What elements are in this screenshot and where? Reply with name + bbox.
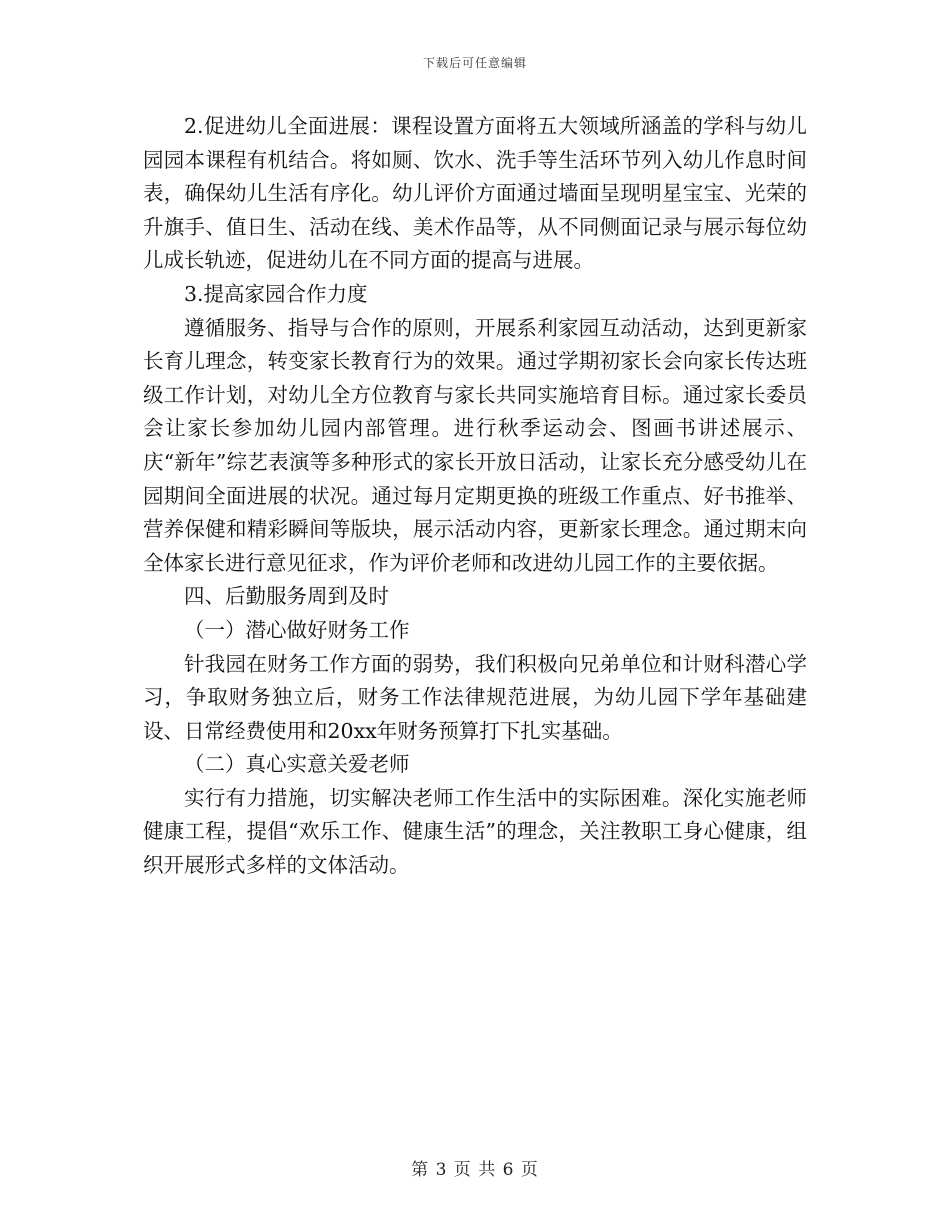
subheading-finance: （一）潜心做好财务工作	[184, 617, 410, 642]
header-note: 下载后可任意编辑	[422, 56, 527, 70]
section-heading-home-cooperation: 3.提高家园合作力度	[184, 281, 368, 306]
section-heading-logistics: 四、后勤服务周到及时	[184, 584, 389, 609]
subheading-teacher-care: （二）真心实意关爱老师	[184, 752, 410, 777]
paragraph-finance: 针我园在财务工作方面的弱势，我们积极向兄弟单位和计财科潜心学习，争取财务独立后，财务工作法律规范进展，为幼儿园下学年基础建设、日常经费使用和20xx年财务预算打下扎实基础。	[143, 651, 807, 743]
document-body	[143, 110, 807, 883]
paragraph-home-cooperation: 遵循服务、指导与合作的原则，开展系利家园互动活动，达到更新家长育儿理念，转变家长教育行为的效果。通过学期初家长会向家长传达班级工作计划，对幼儿全方位教育与家长共同实施培育目标。通过家长委员会让家长参加幼儿园内部管理。进行秋季运动会、图画书讲述展示、庆“新年”综艺表演等多种形式的家长开放日活动，让家长充分感受幼儿在园期间全面进展的状况。通过每月定期更换的班级工作重点、好书推举、营养保健和精彩瞬间等版块，展示活动内容，更新家长理念。通过期末向全体家长进行意见征求，作为评价老师和改进幼儿园工作的主要依据。	[143, 315, 807, 575]
page-number-footer: 第 3 页 共 6 页	[411, 1160, 539, 1180]
paragraph-child-development: 2.促进幼儿全面进展：课程设置方面将五大领域所涵盖的学科与幼儿园园本课程有机结合。将如厕、饮水、洗手等生活环节列入幼儿作息时间表，确保幼儿生活有序化。幼儿评价方面通过墙面呈现明星宝宝、光荣的升旗手、值日生、活动在线、美术作品等，从不同侧面记录与展示每位幼儿成长轨迹，促进幼儿在不同方面的提高与进展。	[143, 114, 807, 273]
paragraph-teacher-care: 实行有力措施，切实解决老师工作生活中的实际困难。深化实施老师健康工程，提倡“欢乐工作、健康生活”的理念，关注教职工身心健康，组织开展形式多样的文体活动。	[143, 785, 807, 878]
